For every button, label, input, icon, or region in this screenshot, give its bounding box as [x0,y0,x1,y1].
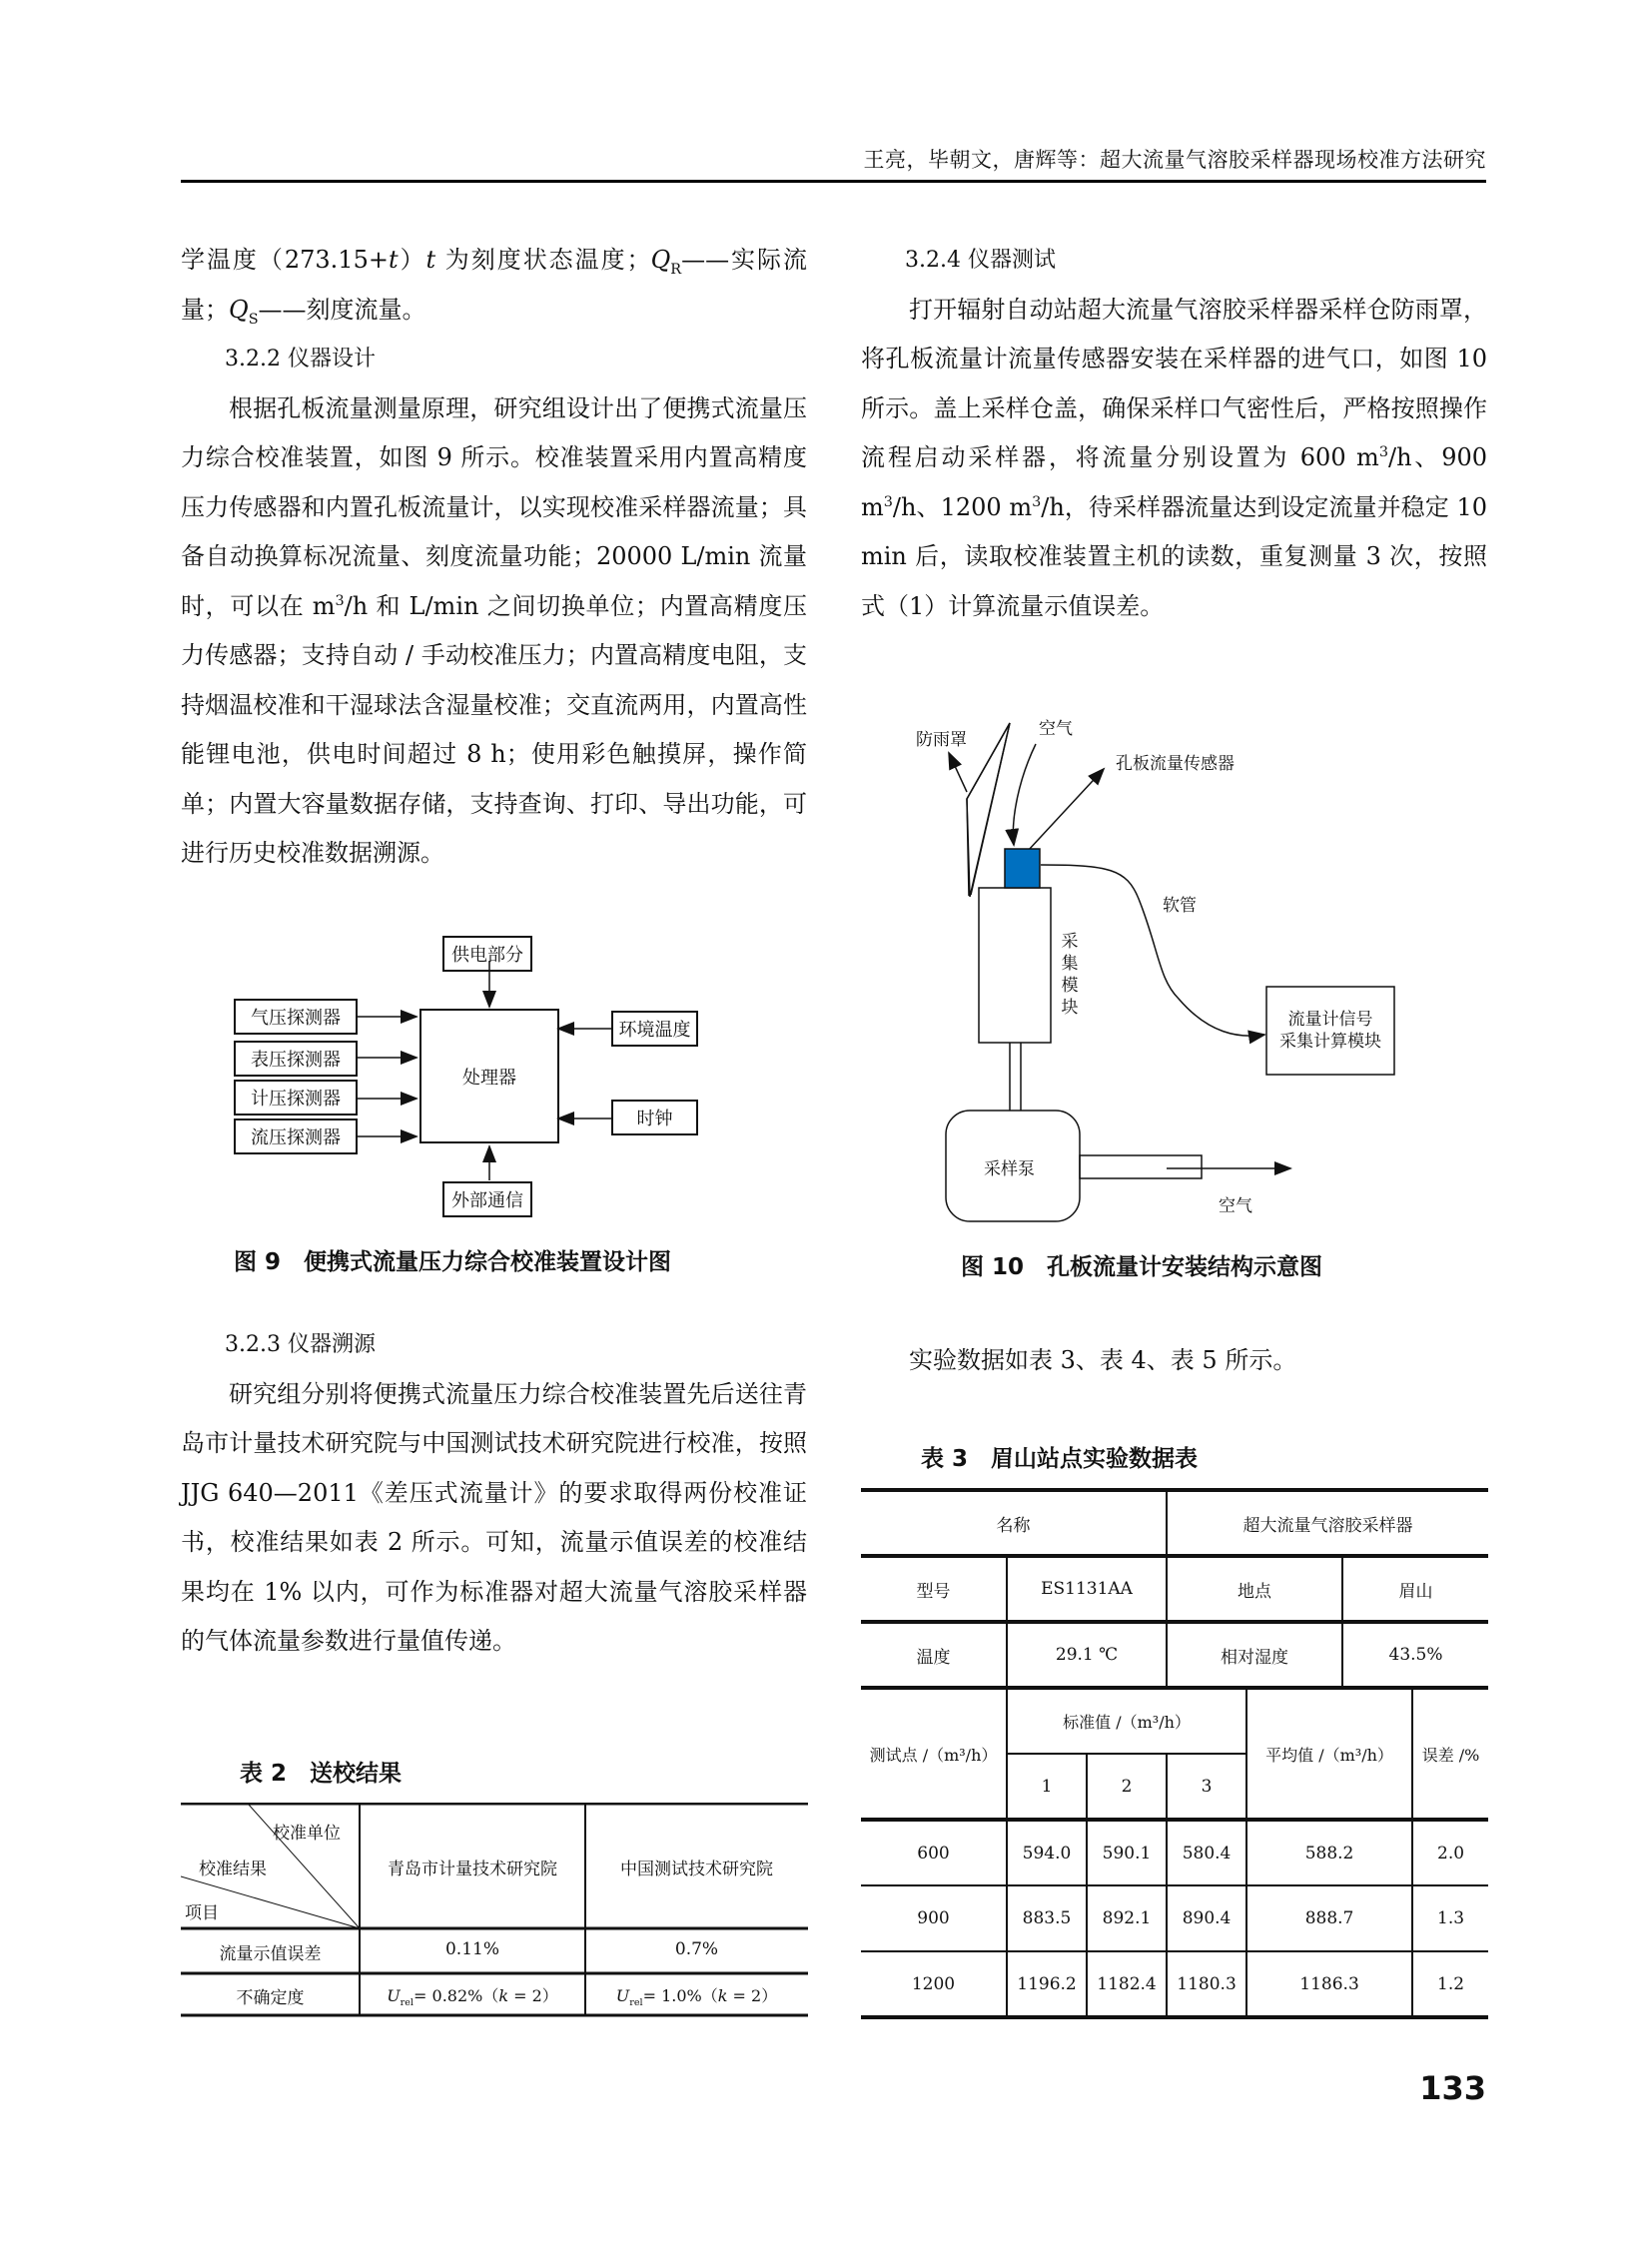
column-china-testing: 中国测试技术研究院 [620,1860,773,1879]
row-label-flow-error: 流量示值误差 [219,1944,322,1964]
cell-v3: 580.4 [1167,1820,1246,1885]
cell-v3: 890.4 [1167,1885,1246,1951]
section-heading-3-2-3: 3.2.3 仪器溯源 [225,1332,376,1357]
col-average: 平均值 /（m³/h） [1246,1688,1412,1820]
barometric-detector-box: 气压探测器 [234,999,358,1035]
paragraph-testing: 打开辐射自动站超大流量气溶胶采样器采样仓防雨罩，将孔板流量计流量传感器安装在采样器的进气口，如图 10 所示。盖上采样仓盖，确保采样口气密性后，严格按照操作流程启动采样器，将流量分别设置为 600 $m^3/h$、900 $m^3/h$、1200 $m^3/h$，待采样器流量达到设定流量并稳定 10 min 后，读取校准装置主机的读数，重复测量 3 次，按照式（1）计算流量示值误差。 [861,295,1488,620]
left-column-lower [181,1320,807,1667]
cell-point: 600 [861,1820,1007,1885]
cell-v2: 1182.4 [1087,1951,1167,2017]
table-3-title: 表 3 眉山站点实验数据表 [921,1446,1199,1472]
external-comm-box: 外部通信 [442,1181,532,1217]
meter-detector-box: 计压探测器 [234,1080,358,1116]
table-3 [861,1488,1488,2019]
corner-item-label: 项目 [185,1903,219,1923]
table-row [861,1622,1488,1688]
temp-value: 29.1 ℃ [1007,1622,1167,1688]
site-label: 地点 [1167,1556,1342,1622]
figure-10-caption: 图 10 孔板流量计安装结构示意图 [961,1254,1323,1280]
label-collection-module: 采 集 模 块 [1061,932,1079,1018]
label-hose: 软管 [1163,896,1197,916]
col-test-point: 测试点 /（m³/h） [861,1688,1007,1820]
page-number: 133 [1419,2069,1486,2107]
model-label: 型号 [861,1556,1007,1622]
right-column-lower [861,1336,1487,1386]
section-heading-3-2-2: 3.2.2 仪器设计 [225,347,376,372]
gauge-detector-box: 表压探测器 [234,1041,358,1077]
name-value: 超大流量气溶胶采样器 [1242,1515,1413,1536]
corner-unit-label: 校准单位 [273,1824,341,1844]
cell-flow-error-qingdao: 0.11% [444,1939,499,1959]
cell-v2: 590.1 [1087,1820,1167,1885]
table-2 [181,1803,808,2017]
cell-err: 2.0 [1437,1843,1465,1864]
cell-err: 1.2 [1437,1973,1465,1994]
label-sampling-pump: 采样泵 [984,1159,1035,1179]
flow-detector-box: 流压探测器 [234,1119,358,1154]
figure-9-caption: 图 9 便携式流量压力综合校准装置设计图 [234,1249,672,1275]
table-row [861,1820,1488,1885]
processor-box: 处理器 [419,1009,559,1143]
corner-result-label: 校准结果 [199,1860,267,1879]
left-column [181,236,807,879]
table-row [861,1885,1488,1951]
table-2-title: 表 2 送校结果 [240,1761,403,1787]
cell-avg: 888.7 [1246,1885,1412,1951]
cell-v3: 1180.3 [1167,1951,1246,2017]
cell-uncertainty-china: $U_{rel}= 1.0\%(k = 2)$ [615,1986,778,2009]
cell-v1: 883.5 [1007,1885,1087,1951]
sub-col-2: 2 [1087,1754,1167,1820]
table-header-row [861,1688,1488,1754]
ambient-temp-box: 环境温度 [611,1011,698,1047]
model-value: ES1131AA [1007,1556,1167,1622]
table-row [861,1951,1488,2017]
right-column [861,236,1487,631]
table-row [861,1490,1488,1556]
rh-label: 相对湿度 [1167,1622,1342,1688]
cell-point: 1200 [861,1951,1007,2017]
table-row [861,1556,1488,1622]
label-air-in: 空气 [1039,719,1073,739]
running-header [181,140,1486,183]
cell-v1: 1196.2 [1007,1951,1087,2017]
col-error: 误差 /% [1421,1745,1480,1765]
label-air-out: 空气 [1219,1196,1252,1216]
running-title: 王亮，毕朝文，唐辉等：超大流量气溶胶采样器现场校准方法研究 [863,148,1486,172]
cell-point: 900 [861,1885,1007,1951]
cell-flow-error-china: 0.7% [674,1939,719,1959]
sub-col-1: 1 [1007,1754,1087,1820]
cell-v2: 892.1 [1087,1885,1167,1951]
intro-paragraph: 学温度（273.15+t）t 为刻度状态温度；$Q_R——$实际流量；$Q_S——$刻度流量。 [181,246,807,328]
clock-box: 时钟 [611,1100,698,1135]
orifice-sensor-block [1005,849,1040,888]
col-standard: 标准值 /（m³/h） [1007,1688,1246,1754]
label-rain-cover: 防雨罩 [916,730,967,750]
section-heading-3-2-4: 3.2.4 仪器测试 [905,248,1056,273]
power-supply-box: 供电部分 [442,936,532,972]
label-calc-module: 流量计信号 采集计算模块 [1279,1010,1381,1052]
cell-avg: 588.2 [1246,1820,1412,1885]
rh-value: 43.5% [1388,1645,1443,1665]
label-orifice-sensor: 孔板流量传感器 [1116,754,1235,774]
temp-label: 温度 [861,1622,1007,1688]
paragraph-data-intro: 实验数据如表 3、表 4、表 5 所示。 [909,1346,1297,1374]
cell-v1: 594.0 [1007,1820,1087,1885]
paragraph-traceability: 研究组分别将便携式流量压力综合校准装置先后送往青岛市计量技术研究院与中国测试技术研究院进行校准，按照 JJG 640—2011《差压式流量计》的要求取得两份校准证书，校准结果如表 2 所示。可知，流量示值误差的校准结果均在 1% 以内，可作为标准器对超大流量气溶胶采样器的气体流量参数进行量值传递。 [181,1379,807,1655]
cell-uncertainty-qingdao: $U_{rel}= 0.82\%(k = 2)$ [387,1986,558,2009]
cell-err: 1.3 [1437,1908,1465,1928]
name-label: 名称 [861,1490,1167,1556]
sub-col-3: 3 [1167,1754,1246,1820]
row-label-uncertainty: 不确定度 [236,1988,305,2008]
site-value: 眉山 [1398,1581,1433,1602]
cell-avg: 1186.3 [1246,1951,1412,2017]
paragraph-design: 根据孔板流量测量原理，研究组设计出了便携式流量压力综合校准装置，如图 9 所示。校准装置采用内置高精度压力传感器和内置孔板流量计，以实现校准采样器流量；具备自动换算标况流量、刻度流量功能；20000 L/min 流量时，可以在 $m^3/h$ 和 L/min 之间切换单位；内置高精度压力传感器；支持自动 / 手动校准压力；内置高精度电阻，支持烟温校准和干湿球法含湿量校准；交直流两用，内置高性能锂电池，供电时间超过 8 h；使用彩色触摸屏，操作简单；内置大容量数据存储，支持查询、打印、导出功能，可进行历史校准数据溯源。 [181,393,808,867]
column-qingdao: 青岛市计量技术研究院 [388,1860,557,1879]
